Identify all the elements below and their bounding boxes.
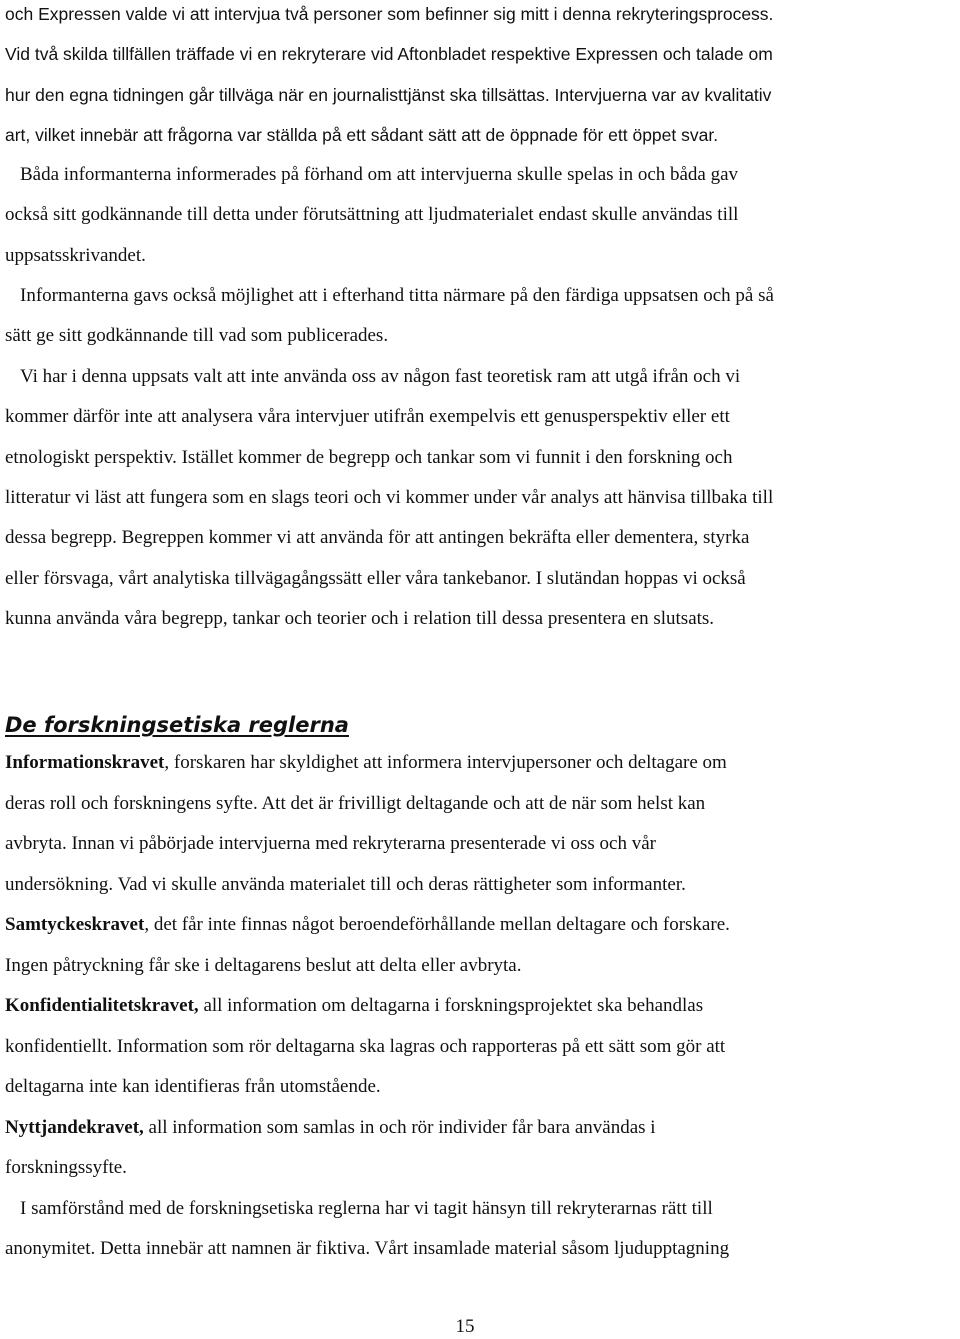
rule-text: , det får inte finnas något beroendeförhållande mellan deltagare och forskare.: [144, 914, 730, 935]
ethics-rule-information: [5, 751, 727, 775]
body-text-line: Vid två skilda tillfällen träffade vi en rekryterare vid Aftonbladet respektive Expressen och talade om: [5, 44, 773, 64]
body-text-line: Informanterna gavs också möjlighet att i efterhand titta närmare på den färdiga uppsatsen och på så: [20, 285, 774, 306]
body-text-line: dessa begrepp. Begreppen kommer vi att använda för att antingen bekräfta eller dementera, styrka: [5, 527, 750, 548]
body-text-line: konfidentiellt. Information som rör deltagarna ska lagras och rapporteras på ett sätt som gör att: [5, 1036, 726, 1057]
body-text-line: litteratur vi läst att fungera som en slags teori och vi kommer under vår analys att hänvisa tillbaka till: [5, 487, 774, 508]
ethics-rule-use: [5, 1116, 656, 1140]
body-text-line: avbryta. Innan vi påbörjade intervjuerna med rekryterarna presenterade vi oss och vår: [5, 833, 656, 854]
body-text-line: uppsatsskrivandet.: [5, 245, 146, 266]
ethics-rule-confidentiality: [5, 994, 703, 1018]
body-text-line: Vi har i denna uppsats valt att inte använda oss av någon fast teoretisk ram att utgå ifrån och vi: [20, 366, 741, 387]
body-text-line: Båda informanterna informerades på förhand om att intervjuerna skulle spelas in och båda gav: [20, 164, 739, 185]
rule-term: Samtyckeskravet: [5, 914, 145, 935]
body-text-line: anonymitet. Detta innebär att namnen är fiktiva. Vårt insamlade material såsom ljudupptagning: [5, 1238, 730, 1259]
body-text-span: Intervjuerna var av kvalitativ: [554, 85, 772, 105]
body-text-line: deltagarna inte kan identifieras från utomstående.: [5, 1076, 381, 1097]
rule-text: all information om deltagarna i forskningsprojektet ska behandlas: [198, 995, 704, 1016]
body-text-line: kunna använda våra begrepp, tankar och teorier och i relation till dessa presentera en slutsats.: [5, 608, 715, 629]
body-text-line: och Expressen valde vi att intervjua två personer som befinner sig mitt i denna rekryteringsprocess.: [5, 4, 774, 24]
body-text-line: I samförstånd med de forskningsetiska reglerna har vi tagit hänsyn till rekryterarnas rätt till: [20, 1198, 713, 1219]
body-text-line: forskningssyfte.: [5, 1157, 127, 1178]
body-text-line: eller försvaga, vårt analytiska tillvägagångssätt eller våra tankebanor. I slutändan hoppas vi också: [5, 568, 746, 589]
body-text-span: hur den egna tidningen går tillväga när en journalisttjänst ska tillsättas.: [5, 85, 550, 105]
body-text-line: Ingen påtryckning får ske i deltagarens beslut att delta eller avbryta.: [5, 955, 522, 976]
body-text-line: etnologiskt perspektiv. Istället kommer de begrepp och tankar som vi funnit i den forskning och: [5, 447, 733, 468]
body-text-line: art, vilket innebär att frågorna var ställda på ett sådant sätt att de öppnade för ett öppet svar.: [5, 125, 719, 145]
body-text-line: kommer därför inte att analysera våra intervjuer utifrån exempelvis ett genusperspektiv eller ett: [5, 406, 730, 427]
rule-text: all information som samlas in och rör individer får bara användas i: [143, 1117, 656, 1138]
rule-text: , forskaren har skyldighet att informera intervjupersoner och deltagare om: [164, 752, 727, 773]
rule-term: Nyttjandekravet,: [5, 1117, 144, 1138]
body-text-line: sätt ge sitt godkännande till vad som publicerades.: [5, 325, 389, 346]
body-text-line: deras roll och forskningens syfte. Att det är frivilligt deltagande och att de när som helst kan: [5, 793, 706, 814]
body-text-line: undersökning. Vad vi skulle använda materialet till och deras rättigheter som informanter.: [5, 874, 686, 895]
body-text-line: också sitt godkännande till detta under förutsättning att ljudmaterialet endast skulle användas till: [5, 204, 739, 225]
body-text-line: [5, 83, 771, 108]
rule-term: Informationskravet: [5, 752, 165, 773]
rule-term: Konfidentialitetskravet,: [5, 995, 199, 1016]
ethics-rule-consent: [5, 913, 730, 937]
section-heading: De forskningsetiska reglerna: [5, 713, 349, 737]
page-number: 15: [455, 1316, 475, 1337]
